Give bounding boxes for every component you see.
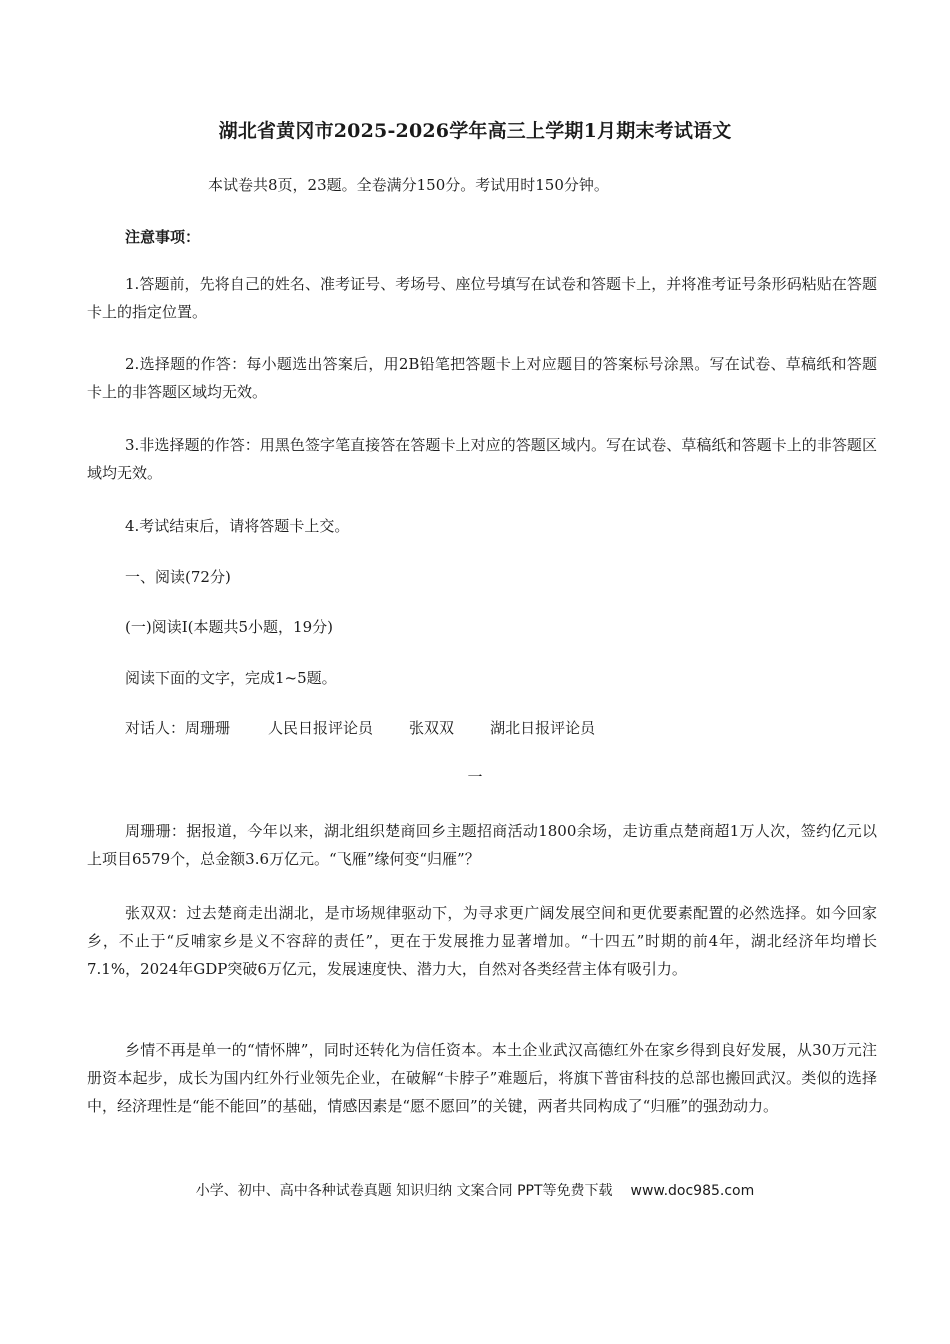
notice-item-1: 1.答题前，先将自己的姓名、准考证号、考场号、座位号填写在试卷和答题卡上，并将准考证号条形码粘贴在答题卡上的指定位置。 (87, 275, 877, 321)
speakers-label: 对话人： (125, 719, 186, 737)
reading-instruction: 阅读下面的文字，完成1~5题。 (125, 669, 337, 687)
dialogue-speakers (125, 714, 595, 742)
footer-text: 小学、初中、高中各种试卷真题 知识归纳 文案合同 PPT等免费下载 (195, 1183, 613, 1199)
speaker-2-role: 湖北日报评论员 (490, 719, 596, 737)
notice-item-3: 3.非选择题的作答：用黑色签字笔直接答在答题卡上对应的答题区域内。写在试卷、草稿纸和答题卡上的非答题区域均无效。 (87, 436, 877, 482)
subsection-heading: (一)阅读Ⅰ(本题共5小题，19分) (125, 618, 333, 636)
dialogue-paragraph-2: 张双双：过去楚商走出湖北，是市场规律驱动下，为寻求更广阔发展空间和更优要素配置的必然选择。如今回家乡，不止于“反哺家乡是义不容辞的责任”，更在于发展推力显著增加。“十四五”时期的前4年，湖北经济年均增长7.1%，2024年GDP突破6万亿元，发展速度快、潜力大，自然对各类经营主体有吸引力。 (87, 904, 877, 978)
section-heading: 一、阅读(72分) (125, 568, 231, 586)
notice-item-2: 2.选择题的作答：每小题选出答案后，用2B铅笔把答题卡上对应题目的答案标号涂黑。写在试卷、草稿纸和答题卡上的非答题区域均无效。 (87, 355, 877, 401)
part-marker: 一 (467, 768, 483, 786)
page-footer (0, 1180, 950, 1200)
dialogue-paragraph-3: 乡情不再是单一的“情怀牌”，同时还转化为信任资本。本土企业武汉高德红外在家乡得到良好发展，从30万元注册资本起步，成长为国内红外行业领先企业，在破解“卡脖子”难题后，将旗下普宙科技的总部也搬回武汉。类似的选择中，经济理性是“能不能回”的基础，情感因素是“愿不愿回”的关键，两者共同构成了“归雁”的强劲动力。 (87, 1041, 877, 1115)
notice-item-4: 4.考试结束后，请将答题卡上交。 (125, 517, 350, 535)
dialogue-paragraph-1: 周珊珊：据报道，今年以来，湖北组织楚商回乡主题招商活动1800余场，走访重点楚商超1万人次，签约亿元以上项目6579个，总金额3.6万亿元。“飞雁”缘何变“归雁”？ (87, 822, 877, 868)
footer-url[interactable]: www.doc985.com (630, 1183, 755, 1199)
notice-heading: 注意事项： (125, 228, 201, 246)
speaker-2-name: 张双双 (409, 719, 455, 737)
document-title: 湖北省黄冈市2025-2026学年高三上学期1月期末考试语文 (218, 120, 732, 142)
exam-info: 本试卷共8页，23题。全卷满分150分。考试用时150分钟。 (208, 176, 609, 194)
speaker-1-role: 人民日报评论员 (268, 719, 374, 737)
speaker-1-name: 周珊珊 (185, 719, 231, 737)
